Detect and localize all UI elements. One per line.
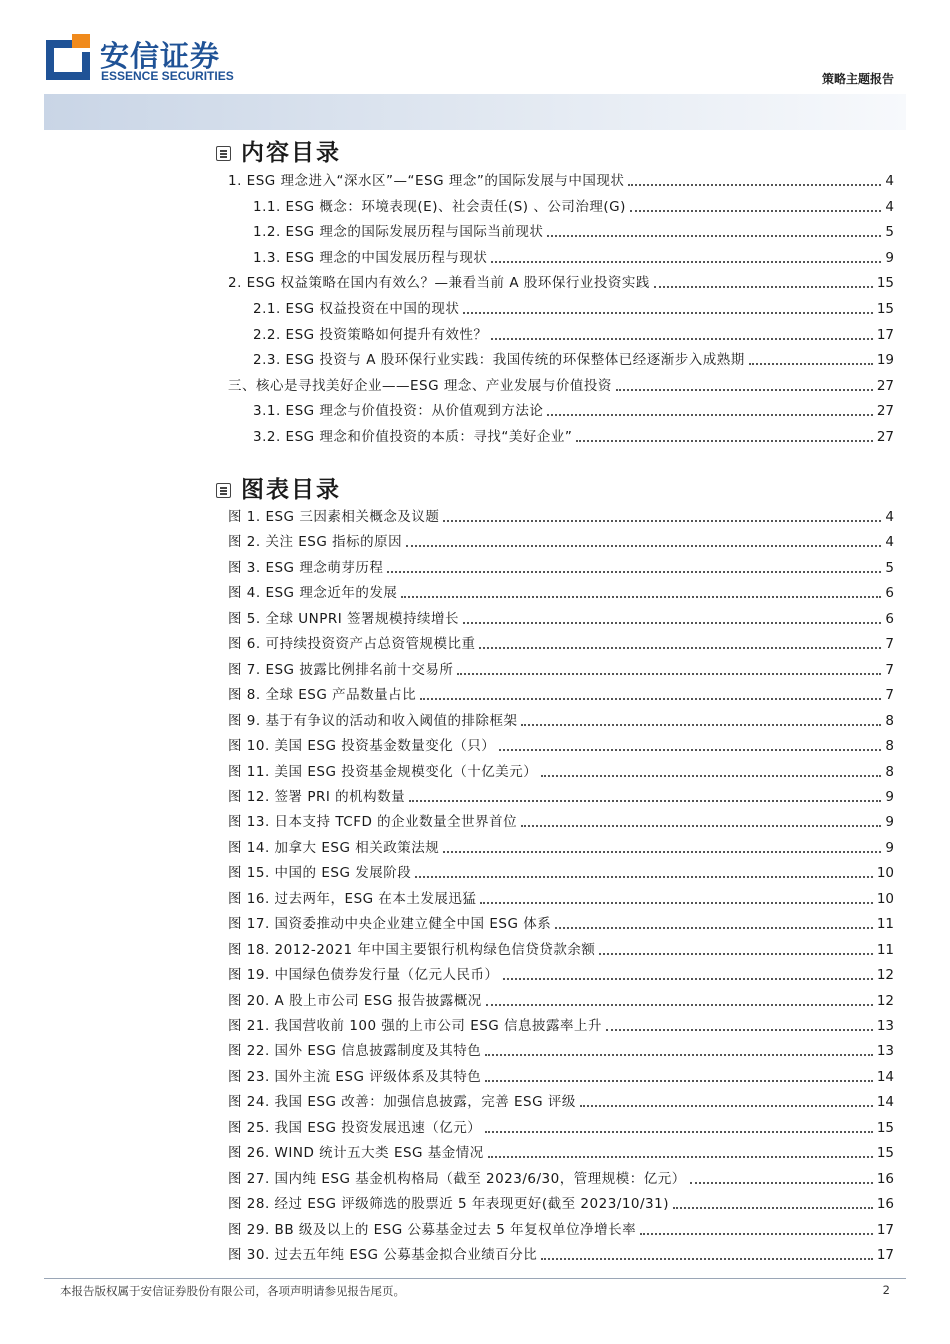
- contents-entry-page: 15: [876, 275, 894, 292]
- figure-entry[interactable]: [228, 505, 894, 527]
- figure-entry[interactable]: [228, 1014, 894, 1036]
- figure-entry-page: 12: [876, 967, 894, 984]
- contents-entry-page: 4: [885, 173, 894, 189]
- contents-entry-title: 2.3. ESG 投资与 A 股环保行业实践：我国传统的环保整体已经逐渐步入成熟期: [253, 352, 745, 369]
- figure-entry-page: 16: [876, 1196, 894, 1213]
- contents-entry-title: 3.1. ESG 理念与价值投资：从价值观到方法论: [253, 403, 544, 420]
- figure-entry-title: 图 17. 国资委推动中央企业建立健全中国 ESG 体系: [228, 916, 552, 933]
- figure-entry-page: 6: [885, 610, 894, 627]
- dot-leader: [491, 338, 872, 340]
- figure-entry-page: 11: [876, 941, 894, 958]
- figure-entry-title: 图 11. 美国 ESG 投资基金规模变化（十亿美元）: [228, 763, 538, 780]
- figure-entry-page: 15: [876, 1119, 894, 1136]
- figure-entry[interactable]: [228, 530, 894, 552]
- figure-entry[interactable]: [228, 989, 894, 1011]
- figure-entry[interactable]: [228, 1141, 894, 1163]
- figure-entry-page: 9: [885, 839, 894, 856]
- footer-disclaimer: 本报告版权属于安信证券股份有限公司，各项声明请参见报告尾页。: [60, 1284, 405, 1298]
- contents-entry-title: 1.1. ESG 概念：环境表现(E)、社会责任(S) 、公司治理(G): [253, 198, 626, 215]
- dot-leader: [463, 622, 881, 624]
- figure-entry-page: 7: [885, 661, 894, 678]
- figure-entry-page: 15: [876, 1145, 894, 1162]
- contents-entry-page: 17: [876, 326, 894, 343]
- figures-title: [216, 471, 341, 504]
- figure-entry-page: 17: [876, 1221, 894, 1238]
- figure-entry[interactable]: [228, 836, 894, 858]
- dot-leader: [409, 800, 881, 802]
- contents-entry-title: 1.3. ESG 理念的中国发展历程与现状: [253, 249, 488, 266]
- figure-entry-page: 13: [876, 1043, 894, 1060]
- figure-entry-title: 图 25. 我国 ESG 投资发展迅速（亿元）: [228, 1119, 482, 1136]
- contents-entry-title: 2. ESG 权益策略在国内有效么？—兼看当前 A 股环保行业投资实践: [228, 275, 650, 292]
- list-icon: [216, 483, 231, 498]
- company-name-cn: 安信证券: [100, 39, 221, 73]
- dot-leader: [749, 363, 873, 365]
- contents-title-text: 内容目录: [241, 140, 341, 166]
- dot-leader: [599, 953, 872, 955]
- figure-entry[interactable]: [228, 760, 894, 782]
- figure-entry-page: 9: [885, 788, 894, 805]
- figure-entry[interactable]: [228, 658, 894, 680]
- essence-logo-icon: [44, 34, 90, 80]
- footer-divider: [44, 1278, 906, 1279]
- figure-entry[interactable]: [228, 912, 894, 934]
- dot-leader: [420, 698, 881, 700]
- figure-entry[interactable]: [228, 887, 894, 909]
- figure-entry[interactable]: [228, 1116, 894, 1138]
- figure-entry[interactable]: [228, 861, 894, 883]
- figure-entry-title: 图 18. 2012-2021 年中国主要银行机构绿色信贷贷款余额: [228, 941, 596, 958]
- figure-entry-title: 图 3. ESG 理念萌芽历程: [228, 559, 384, 576]
- page-number: 2: [882, 1283, 890, 1297]
- figure-entry-page: 16: [876, 1170, 894, 1187]
- figure-entry[interactable]: [228, 709, 894, 731]
- figure-entry-page: 14: [876, 1094, 894, 1111]
- contents-entry-title: 2.2. ESG 投资策略如何提升有效性？: [253, 326, 488, 343]
- dot-leader: [457, 673, 881, 675]
- figure-entry[interactable]: [228, 785, 894, 807]
- figure-entry-title: 图 23. 国外主流 ESG 评级体系及其特色: [228, 1068, 482, 1085]
- figure-entry[interactable]: [228, 632, 894, 654]
- figure-entry-title: 图 2. 关注 ESG 指标的原因: [228, 534, 403, 551]
- contents-entry[interactable]: [253, 348, 894, 370]
- figure-entry[interactable]: [228, 1167, 894, 1189]
- figure-entry-title: 图 7. ESG 披露比例排名前十交易所: [228, 661, 454, 678]
- contents-entry-page: 27: [876, 403, 894, 420]
- figure-entry-title: 图 29. BB 级及以上的 ESG 公募基金过去 5 年复权单位净增长率: [228, 1221, 637, 1238]
- figure-entry[interactable]: [228, 581, 894, 603]
- dot-leader: [521, 825, 881, 827]
- figure-entry[interactable]: [228, 963, 894, 985]
- figure-entry-title: 图 19. 中国绿色债券发行量（亿元人民币）: [228, 967, 499, 984]
- dot-leader: [401, 596, 881, 598]
- figure-entry[interactable]: [228, 938, 894, 960]
- dot-leader: [541, 1258, 873, 1260]
- dot-leader: [616, 389, 873, 391]
- contents-entry[interactable]: [228, 169, 894, 191]
- contents-entry[interactable]: [253, 425, 894, 447]
- dot-leader: [547, 235, 881, 237]
- contents-entry-page: 5: [885, 224, 894, 241]
- contents-entry-page: 4: [885, 198, 894, 215]
- figure-entry-title: 图 22. 国外 ESG 信息披露制度及其特色: [228, 1043, 482, 1060]
- contents-entry-title: 1.2. ESG 理念的国际发展历程与国际当前现状: [253, 224, 544, 241]
- figure-entry-title: 图 27. 国内纯 ESG 基金机构格局（截至 2023/6/30，管理规模：亿元）: [228, 1170, 686, 1187]
- figure-entry-title: 图 9. 基于有争议的活动和收入阈值的排除框架: [228, 712, 518, 729]
- figure-entry-page: 9: [885, 814, 894, 831]
- contents-title: [216, 134, 341, 167]
- figure-entry[interactable]: [228, 1039, 894, 1061]
- figure-entry[interactable]: [228, 1065, 894, 1087]
- figure-entry-page: 4: [885, 509, 894, 525]
- contents-entry[interactable]: [253, 297, 894, 319]
- list-icon: [216, 146, 231, 161]
- dot-leader: [499, 749, 881, 751]
- dot-leader: [521, 724, 881, 726]
- figure-entry-page: 11: [876, 916, 894, 933]
- figure-entry-page: 17: [876, 1247, 894, 1264]
- figure-entry[interactable]: [228, 1243, 894, 1265]
- figure-entry[interactable]: [228, 607, 894, 629]
- dot-leader: [580, 1105, 873, 1107]
- figure-entry[interactable]: [228, 1090, 894, 1112]
- figure-entry-title: 图 12. 签署 PRI 的机构数量: [228, 788, 406, 805]
- dot-leader: [415, 876, 873, 878]
- contents-entry-title: 2.1. ESG 权益投资在中国的现状: [253, 301, 460, 317]
- figure-entry-title: 图 30. 过去五年纯 ESG 公募基金拟合业绩百分比: [228, 1247, 538, 1264]
- dot-leader: [576, 440, 872, 442]
- header-band: [44, 94, 906, 130]
- figure-entry-title: 图 16. 过去两年，ESG 在本土发展迅猛: [228, 890, 477, 907]
- figure-entry[interactable]: [228, 556, 894, 578]
- dot-leader: [387, 571, 881, 573]
- figure-entry[interactable]: [228, 810, 894, 832]
- dot-leader: [673, 1207, 873, 1209]
- figure-entry[interactable]: [228, 1218, 894, 1240]
- dot-leader: [485, 1131, 873, 1133]
- contents-entry-title: 1. ESG 理念进入“深水区”—“ESG 理念”的国际发展与中国现状: [228, 173, 625, 189]
- contents-entry[interactable]: [253, 323, 894, 345]
- dot-leader: [654, 286, 873, 288]
- figure-entry-title: 图 24. 我国 ESG 改善：加强信息披露，完善 ESG 评级: [228, 1094, 576, 1111]
- figure-entry-page: 13: [876, 1018, 894, 1034]
- dot-leader: [443, 851, 881, 853]
- contents-entry[interactable]: [253, 220, 894, 242]
- figure-entry-page: 7: [885, 687, 894, 704]
- figure-entry-title: 图 5. 全球 UNPRI 签署规模持续增长: [228, 610, 460, 627]
- contents-entry[interactable]: [228, 374, 894, 396]
- figure-entry-page: 14: [876, 1068, 894, 1085]
- dot-leader: [628, 184, 881, 186]
- figure-entry-title: 图 4. ESG 理念近年的发展: [228, 585, 398, 602]
- contents-entry[interactable]: [253, 246, 894, 268]
- contents-entry[interactable]: [228, 271, 894, 293]
- contents-entry-page: 27: [876, 429, 894, 445]
- figure-entry-page: 7: [885, 636, 894, 653]
- dot-leader: [485, 1080, 873, 1082]
- figure-entry-title: 图 20. A 股上市公司 ESG 报告披露概况: [228, 992, 482, 1009]
- contents-entry-page: 27: [876, 377, 894, 394]
- figure-entry-page: 6: [885, 585, 894, 602]
- contents-entry-page: 19: [876, 352, 894, 369]
- figure-entry-title: 图 21. 我国营收前 100 强的上市公司 ESG 信息披露率上升: [228, 1018, 603, 1034]
- dot-leader: [630, 210, 882, 212]
- dot-leader: [443, 520, 881, 522]
- figure-entry-title: 图 28. 经过 ESG 评级筛选的股票近 5 年表现更好(截至 2023/10/31): [228, 1196, 670, 1213]
- contents-entry-page: 9: [885, 249, 894, 266]
- figure-entry-page: 8: [885, 763, 894, 780]
- dot-leader: [480, 902, 872, 904]
- figure-entry-page: 8: [885, 712, 894, 729]
- figure-entry-page: 10: [876, 890, 894, 907]
- contents-entry-title: 三、核心是寻找美好企业——ESG 理念、产业发展与价值投资: [228, 377, 612, 394]
- figure-entry-title: 图 6. 可持续投资资产占总资管规模比重: [228, 636, 476, 653]
- figure-entry[interactable]: [228, 1192, 894, 1214]
- dot-leader: [555, 927, 873, 929]
- dot-leader: [547, 414, 872, 416]
- dot-leader: [640, 1233, 873, 1235]
- figure-entry-title: 图 10. 美国 ESG 投资基金数量变化（只）: [228, 738, 496, 755]
- figure-entry-page: 10: [876, 865, 894, 882]
- contents-entry-page: 15: [876, 301, 894, 317]
- contents-entry[interactable]: [253, 195, 894, 217]
- dot-leader: [485, 1054, 873, 1056]
- dot-leader: [491, 261, 881, 263]
- dot-leader: [503, 978, 873, 980]
- figure-entry-title: 图 14. 加拿大 ESG 相关政策法规: [228, 839, 440, 856]
- figure-entry[interactable]: [228, 683, 894, 705]
- figure-entry-page: 12: [876, 992, 894, 1009]
- figures-title-text: 图表目录: [241, 477, 341, 503]
- dot-leader: [690, 1182, 873, 1184]
- figure-entry-page: 8: [885, 738, 894, 755]
- figure-entry-page: 4: [885, 534, 894, 551]
- dot-leader: [488, 1156, 873, 1158]
- contents-entry[interactable]: [253, 399, 894, 421]
- report-type-label: 策略主题报告: [821, 72, 894, 86]
- figure-entry-title: 图 26. WIND 统计五大类 ESG 基金情况: [228, 1145, 484, 1162]
- dot-leader: [541, 775, 881, 777]
- dot-leader: [606, 1029, 873, 1031]
- dot-leader: [479, 647, 881, 649]
- figure-entry-page: 5: [885, 559, 894, 576]
- figure-entry-title: 图 8. 全球 ESG 产品数量占比: [228, 687, 417, 704]
- figure-entry-title: 图 1. ESG 三因素相关概念及议题: [228, 509, 440, 525]
- dot-leader: [406, 545, 881, 547]
- dot-leader: [486, 1004, 873, 1006]
- figure-entry-title: 图 15. 中国的 ESG 发展阶段: [228, 865, 412, 882]
- contents-entry-title: 3.2. ESG 理念和价值投资的本质：寻找“美好企业”: [253, 429, 573, 445]
- company-name-en: ESSENCE SECURITIES: [101, 69, 234, 83]
- dot-leader: [463, 312, 872, 314]
- figure-entry-title: 图 13. 日本支持 TCFD 的企业数量全世界首位: [228, 814, 518, 831]
- figure-entry[interactable]: [228, 734, 894, 756]
